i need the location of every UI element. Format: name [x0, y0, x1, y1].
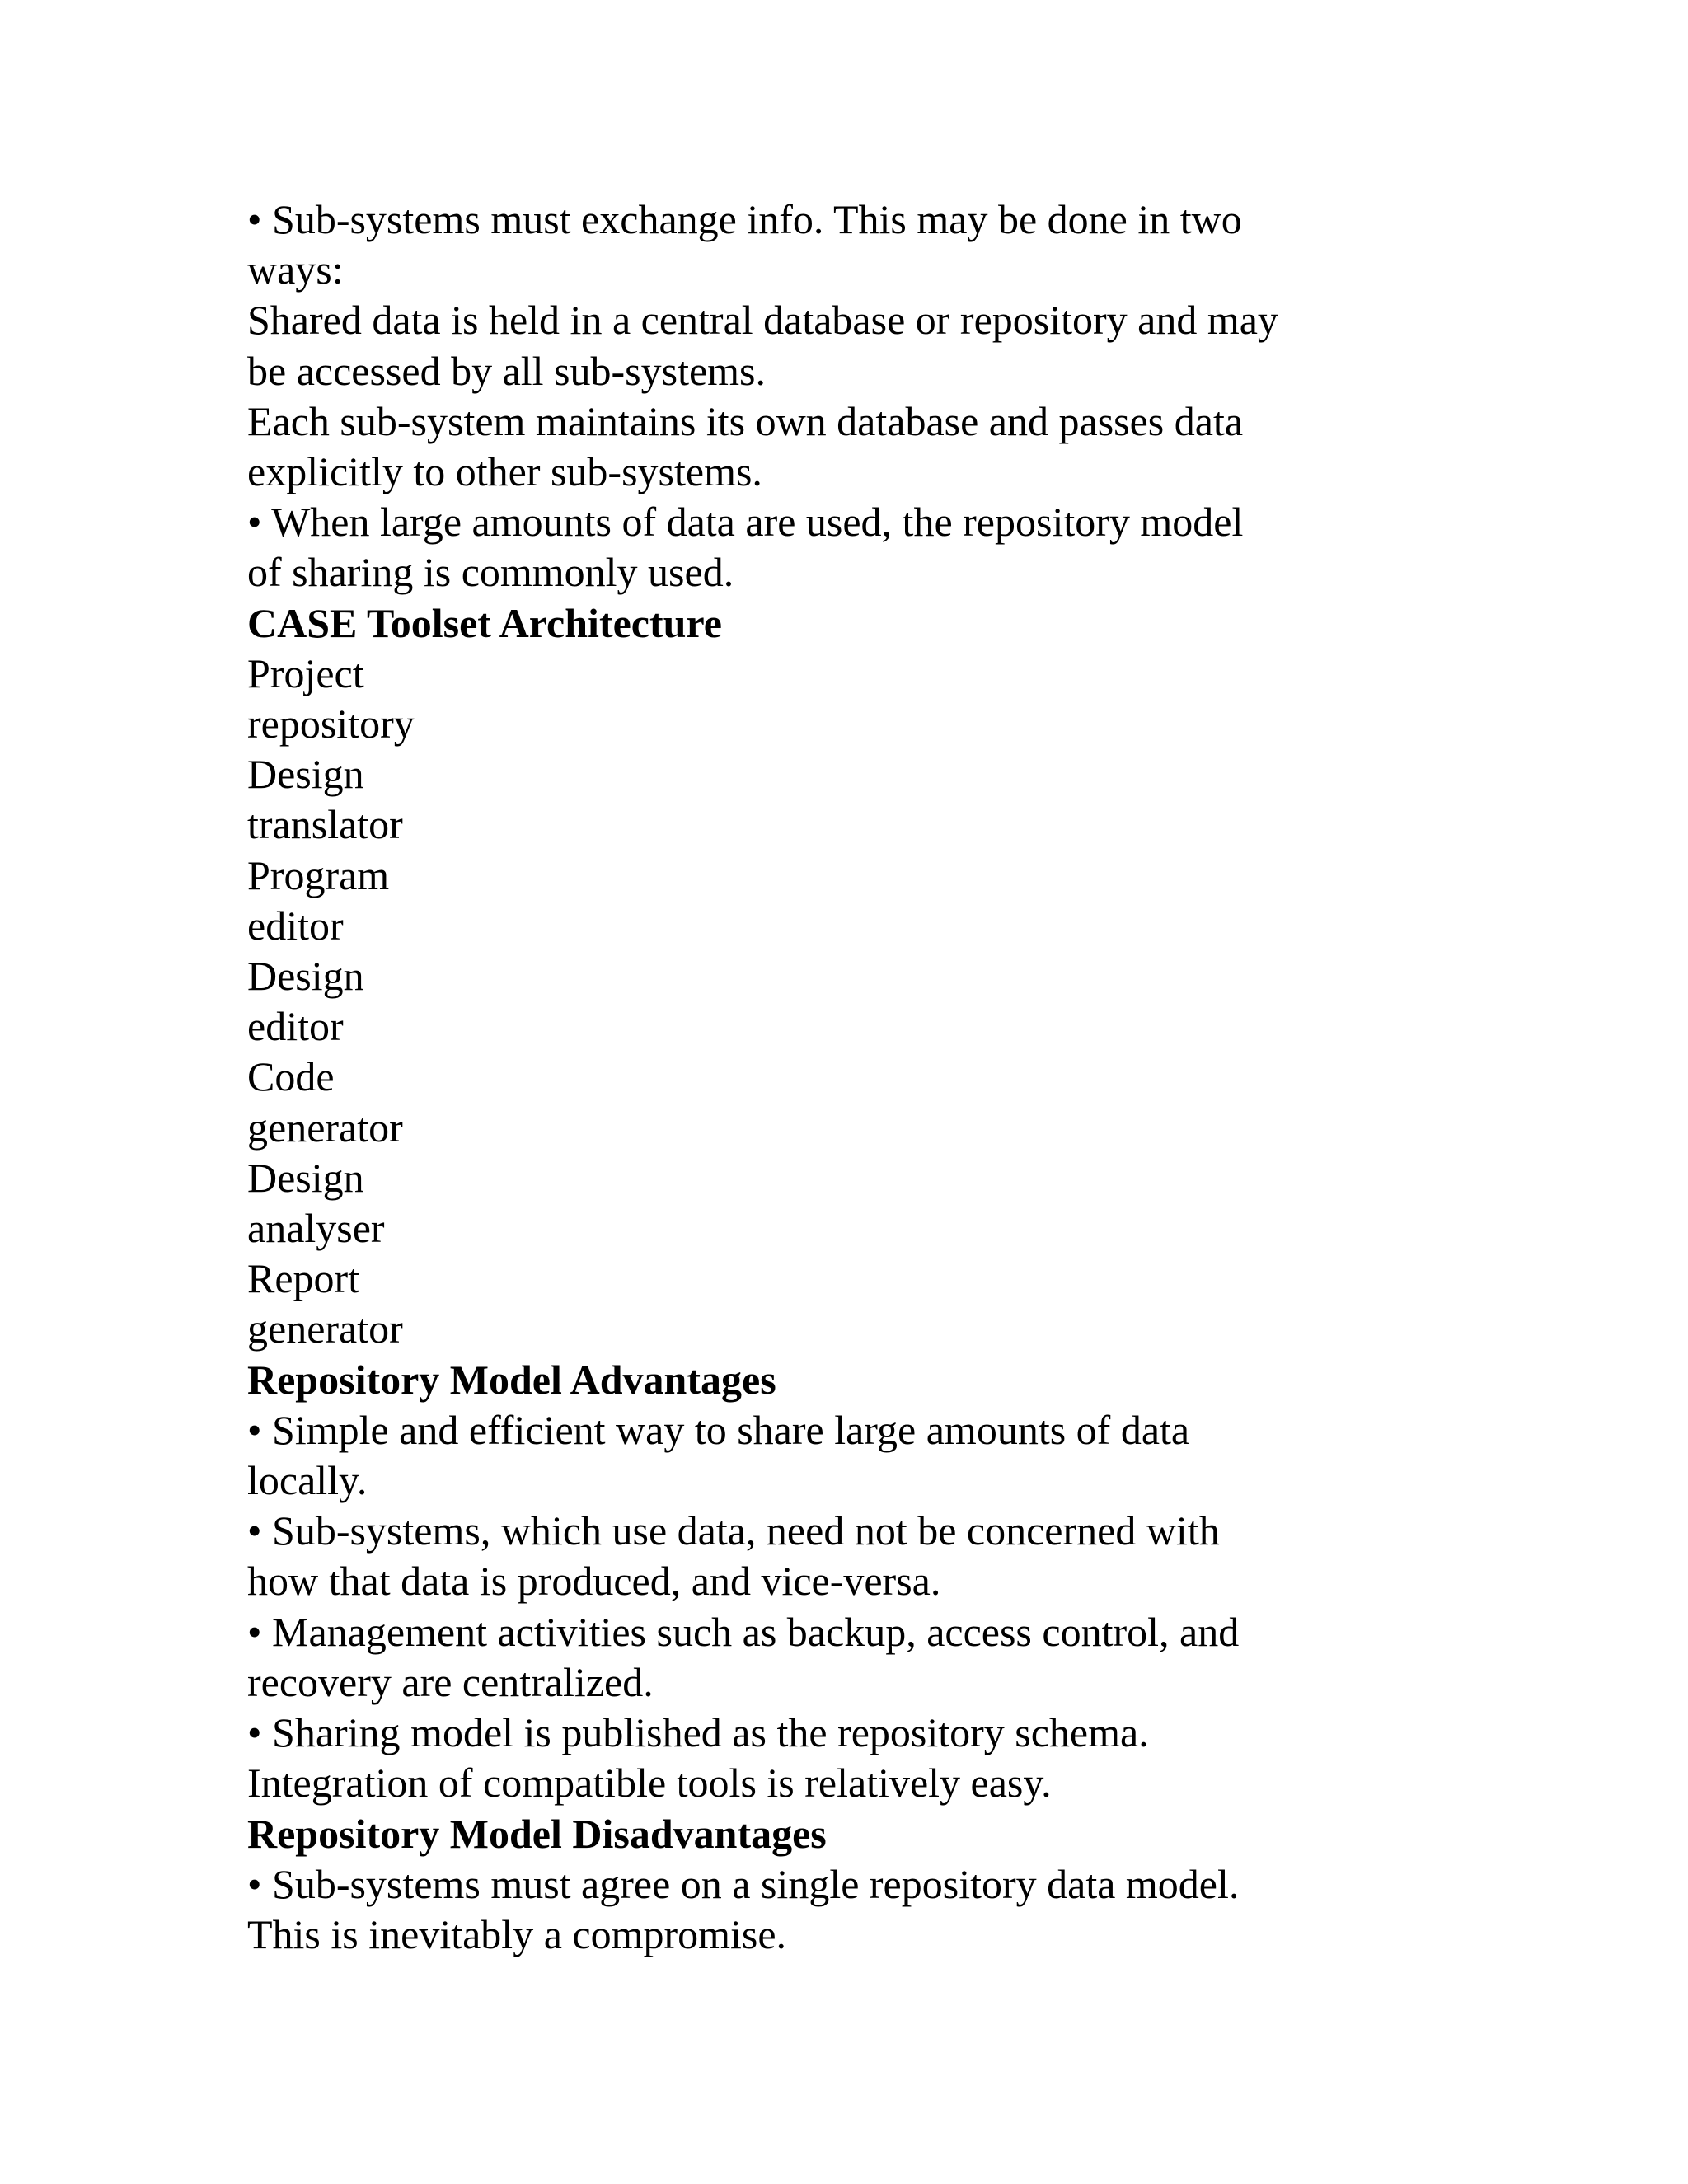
- case-toolset-line: editor: [247, 1003, 344, 1050]
- intro-section: [247, 194, 1401, 598]
- case-toolset-line: translator: [247, 801, 403, 848]
- intro-line: be accessed by all sub-systems.: [247, 347, 767, 394]
- intro-line: • When large amounts of data are used, the repository model: [247, 499, 1244, 546]
- case-toolset-line: Program: [247, 851, 390, 898]
- advantages-heading: Repository Model Advantages: [247, 1356, 776, 1403]
- disadvantages-section: [247, 1809, 1401, 1961]
- case-toolset-line: editor: [247, 902, 344, 949]
- case-toolset-line: Design: [247, 751, 364, 798]
- intro-line: Each sub-system maintains its own database and passes data: [247, 397, 1244, 444]
- case-toolset-line: Design: [247, 1154, 364, 1201]
- advantages-line: • Management activities such as backup, access control, and: [247, 1608, 1240, 1655]
- case-toolset-section: [247, 598, 1401, 1355]
- case-toolset-heading: CASE Toolset Architecture: [247, 599, 722, 646]
- intro-line: Shared data is held in a central database or repository and may: [247, 297, 1278, 344]
- case-toolset-line: Project: [247, 649, 364, 696]
- disadvantages-heading: Repository Model Disadvantages: [247, 1810, 827, 1857]
- disadvantages-line: This is inevitably a compromise.: [247, 1910, 787, 1957]
- case-toolset-line: generator: [247, 1305, 403, 1352]
- case-toolset-line: generator: [247, 1104, 403, 1151]
- intro-line: of sharing is commonly used.: [247, 549, 734, 596]
- case-toolset-line: analyser: [247, 1205, 385, 1252]
- case-toolset-line: repository: [247, 701, 415, 748]
- advantages-line: recovery are centralized.: [247, 1658, 654, 1705]
- advantages-line: • Sub-systems, which use data, need not be concerned with: [247, 1507, 1220, 1554]
- advantages-line: locally.: [247, 1457, 368, 1504]
- advantages-line: how that data is produced, and vice-versa.: [247, 1558, 941, 1605]
- intro-line: • Sub-systems must exchange info. This may be done in two: [247, 196, 1242, 242]
- document-page: [247, 194, 1401, 1960]
- case-toolset-line: Report: [247, 1255, 360, 1302]
- intro-line: explicitly to other sub-systems.: [247, 448, 762, 495]
- advantages-section: [247, 1355, 1401, 1809]
- advantages-line: • Simple and efficient way to share large amounts of data: [247, 1406, 1190, 1453]
- intro-line: ways:: [247, 246, 344, 293]
- disadvantages-line: • Sub-systems must agree on a single repository data model.: [247, 1860, 1240, 1907]
- case-toolset-line: Code: [247, 1053, 335, 1100]
- advantages-line: Integration of compatible tools is relatively easy.: [247, 1760, 1052, 1807]
- case-toolset-line: Design: [247, 953, 364, 1000]
- advantages-line: • Sharing model is published as the repository schema.: [247, 1709, 1149, 1756]
